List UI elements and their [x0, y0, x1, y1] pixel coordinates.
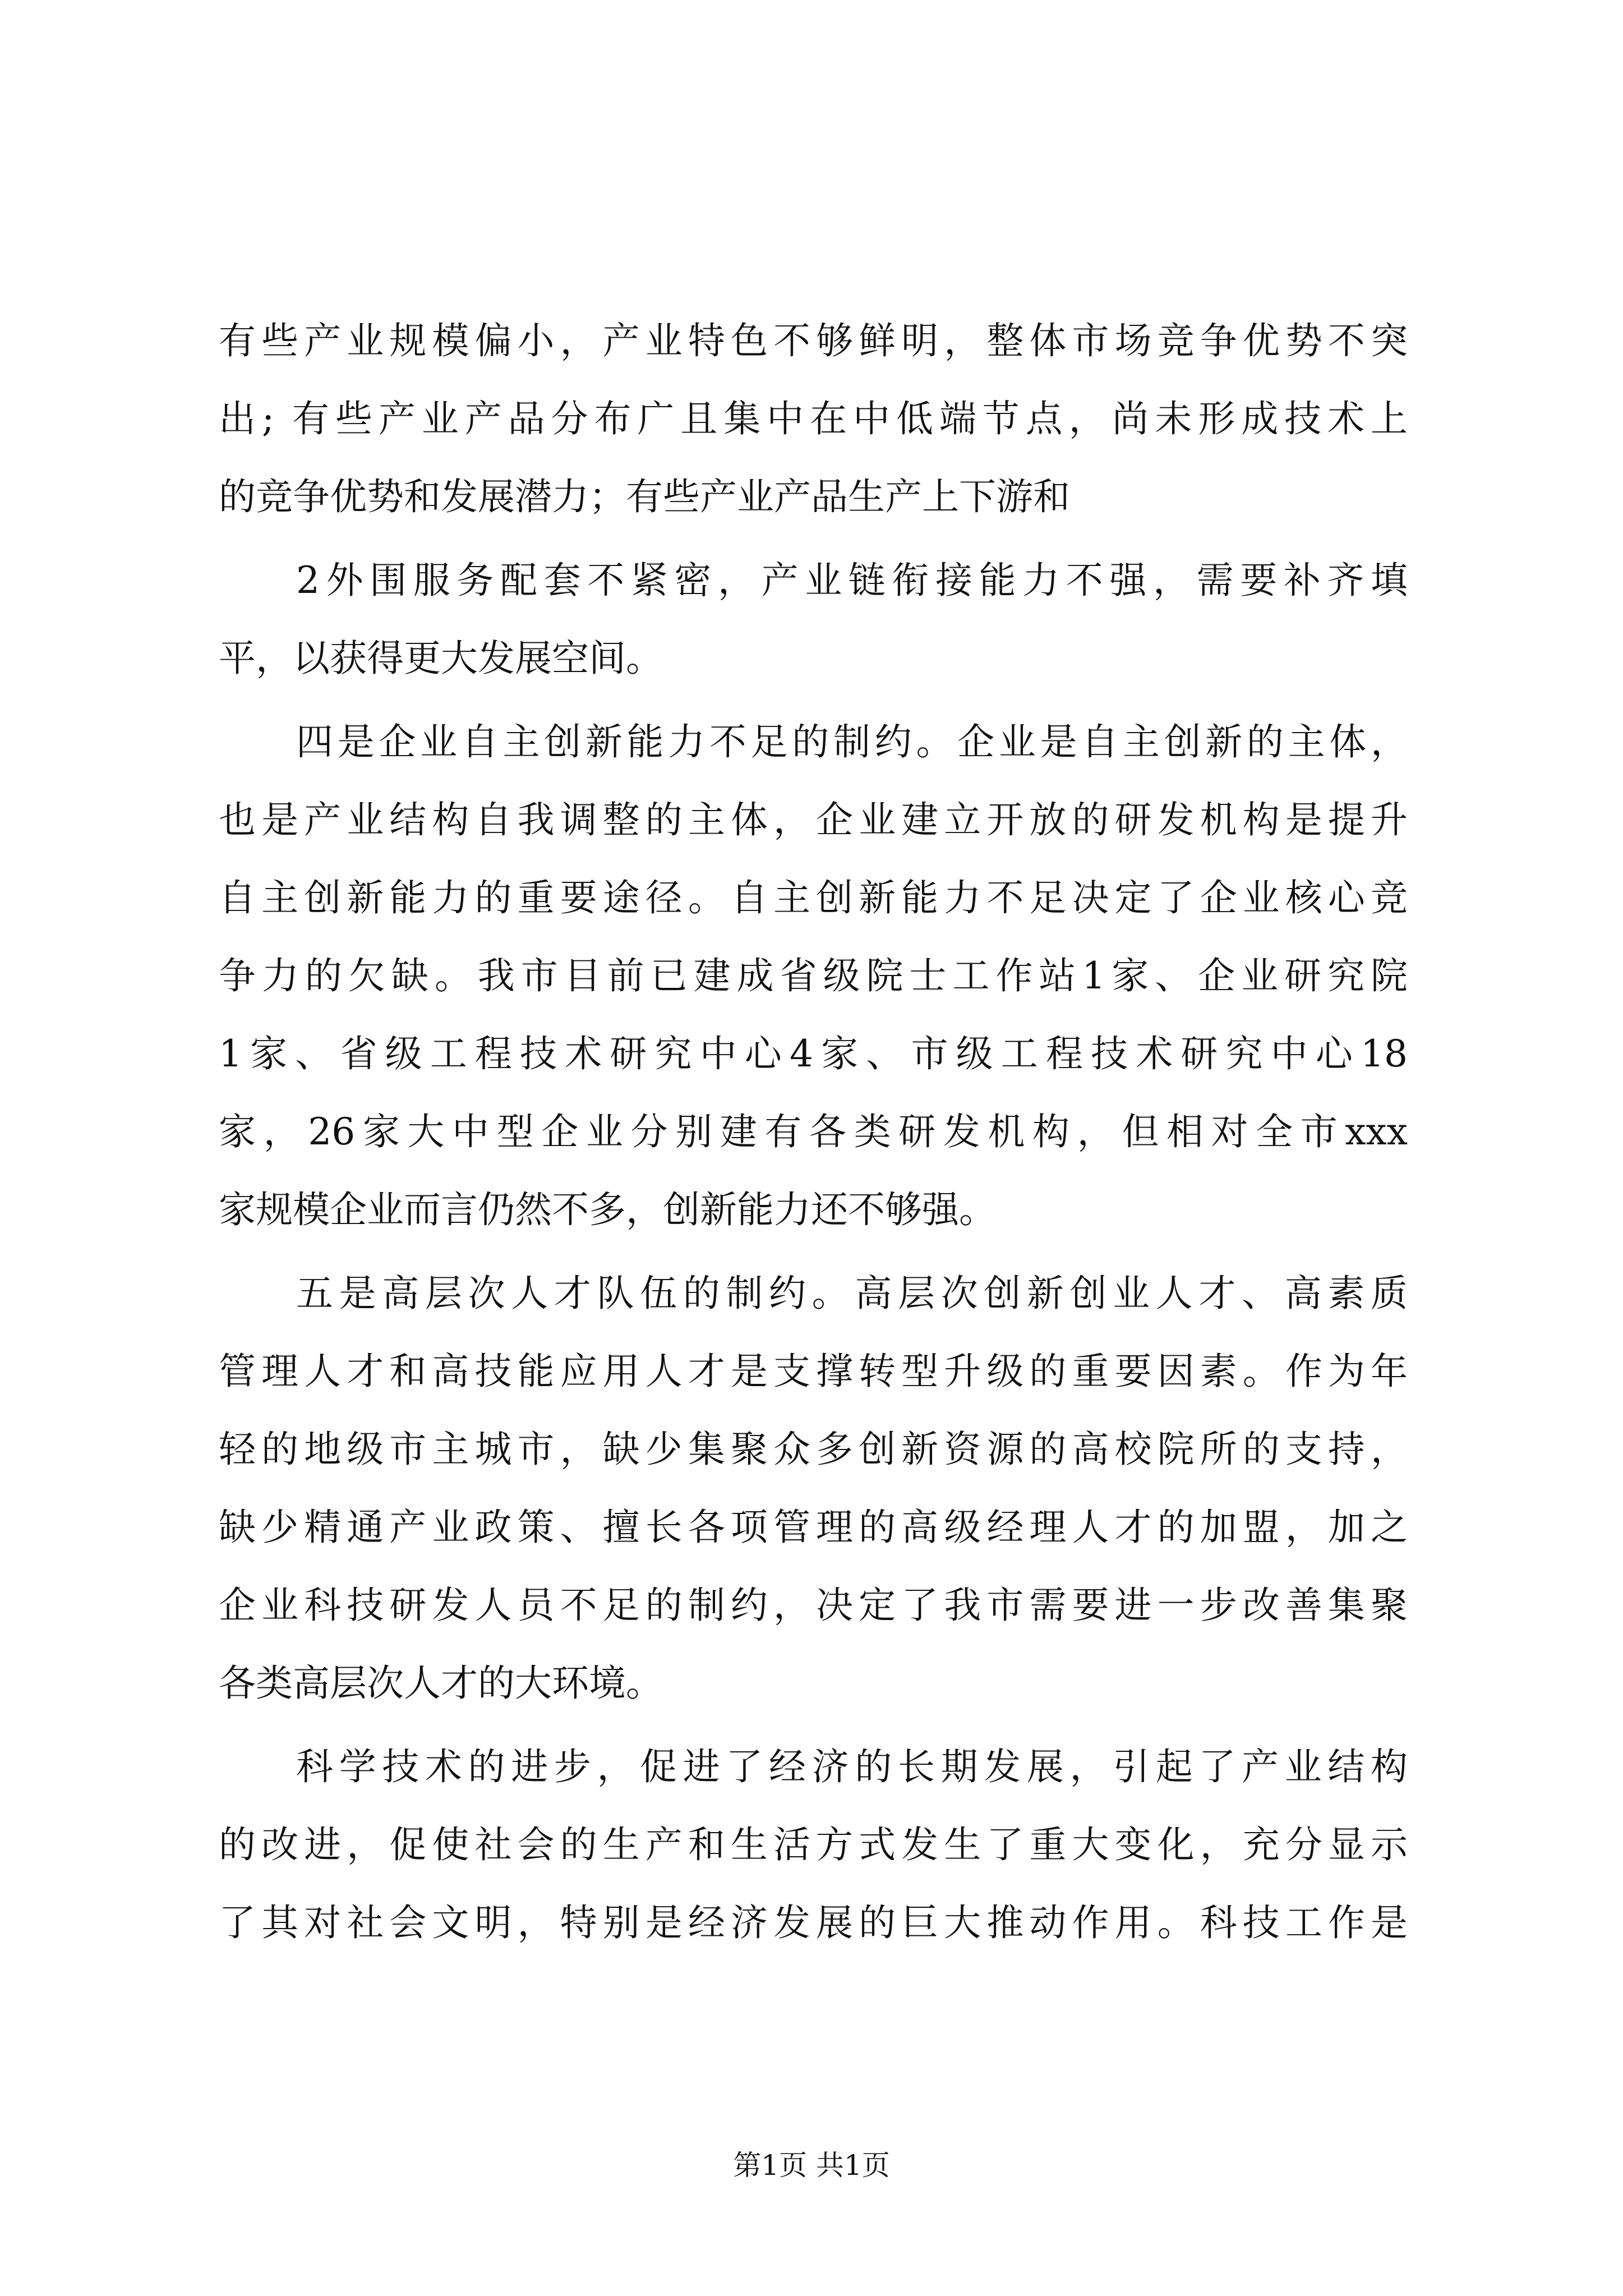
text-line-content: 缺少精通产业政策、擅长各项管理的高级经理人才的加盟，加之 — [219, 1506, 1408, 1549]
text-line — [0, 1575, 1623, 1636]
text-line-content: 各类高层次人才的大环境。 — [219, 1662, 663, 1705]
text-line-content: 出; 有些产业产品分布广且集中在中低端节点，尚未形成技术上 — [219, 397, 1408, 440]
text-line — [0, 310, 1623, 372]
text-line-content: 有些产业规模偏小，产业特色不够鲜明，整体市场竞争优势不突 — [219, 319, 1408, 362]
text-line-content: 1家、省级工程技术研究中心4家、市级工程技术研究中心18 — [219, 1032, 1408, 1075]
text-line — [0, 1497, 1623, 1558]
text-line — [0, 550, 1623, 611]
text-line — [0, 1653, 1623, 1714]
text-line — [0, 1101, 1623, 1163]
text-line-content: 2外围服务配套不紧密，产业链衔接能力不强，需要补齐填 — [296, 559, 1408, 602]
text-line — [0, 789, 1623, 851]
text-line-content: 平，以获得更大发展空间。 — [219, 637, 663, 680]
text-line-content: 自主创新能力的重要途径。自主创新能力不足决定了企业核心竞 — [219, 876, 1408, 919]
text-line — [0, 1736, 1623, 1798]
text-line — [0, 628, 1623, 689]
text-line — [0, 466, 1623, 528]
text-line — [0, 711, 1623, 773]
text-line-content: 科学技术的进步，促进了经济的长期发展，引起了产业结构 — [296, 1745, 1408, 1788]
text-line — [0, 1263, 1623, 1324]
text-line-content: 了其对社会文明，特别是经济发展的巨大推动作用。科技工作是 — [219, 1901, 1408, 1944]
text-line-content: 企业科技研发人员不足的制约，决定了我市需要进一步改善集聚 — [219, 1584, 1408, 1627]
text-line — [0, 1341, 1623, 1402]
text-line — [0, 388, 1623, 450]
text-line-content: 也是产业结构自我调整的主体，企业建立开放的研发机构是提升 — [219, 798, 1408, 841]
text-line — [0, 867, 1623, 929]
text-line-content: 轻的地级市主城市，缺少集聚众多创新资源的高校院所的支持， — [219, 1428, 1408, 1471]
text-line — [0, 1023, 1623, 1085]
text-line — [0, 945, 1623, 1007]
text-line-content: 争力的欠缺。我市目前已建成省级院士工作站1家、企业研究院 — [219, 954, 1408, 997]
text-line-content: 的竞争优势和发展潜力；有些产业产品生产上下游和 — [219, 475, 1070, 518]
text-line-content: 管理人才和高技能应用人才是支撑转型升级的重要因素。作为年 — [219, 1350, 1408, 1393]
text-line-content: 家，26家大中型企业分别建有各类研发机构，但相对全市xxx — [219, 1110, 1408, 1153]
text-line-content: 的改进，促使社会的生产和生活方式发生了重大变化，充分显示 — [219, 1823, 1408, 1866]
text-line — [0, 1892, 1623, 1954]
text-line — [0, 1814, 1623, 1876]
text-line — [0, 1179, 1623, 1241]
text-line-content: 四是企业自主创新能力不足的制约。企业是自主创新的主体， — [296, 720, 1408, 763]
text-line-content: 五是高层次人才队伍的制约。高层次创新创业人才、高素质 — [296, 1272, 1408, 1315]
text-line-content: 家规模企业而言仍然不多，创新能力还不够强。 — [219, 1188, 996, 1231]
page-footer: 第1页 共1页 — [733, 2149, 890, 2182]
text-line — [0, 1419, 1623, 1480]
